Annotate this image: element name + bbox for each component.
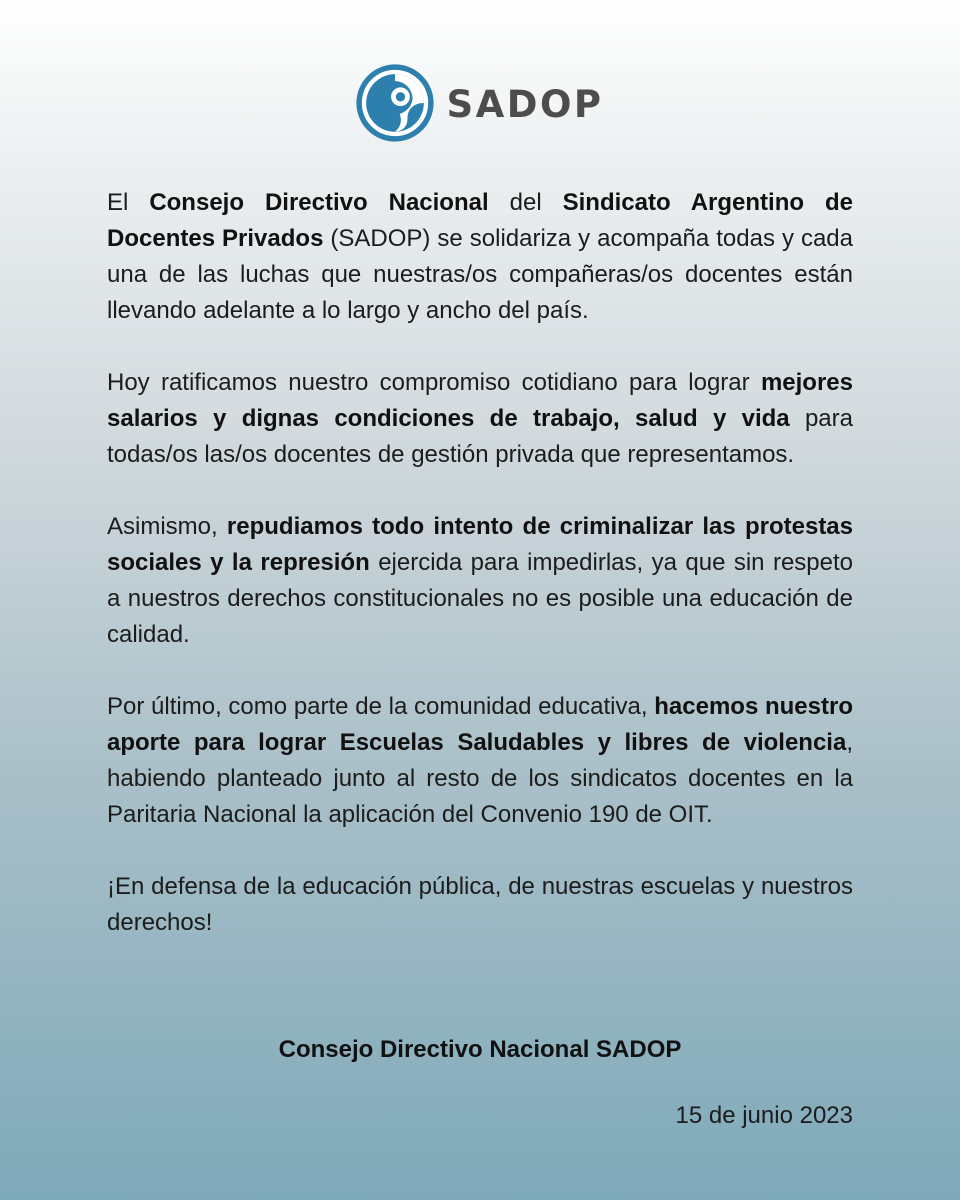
paragraph-text: Por último, como parte de la comunidad educativa,	[107, 693, 655, 720]
statement-paragraph-1	[107, 185, 853, 329]
paragraph-text: Hoy ratificamos nuestro compromiso cotidiano para lograr	[107, 369, 761, 396]
logo-wordmark: SADOP	[446, 82, 604, 126]
signature: Consejo Directivo Nacional SADOP	[278, 1036, 682, 1063]
statement-paragraph-5	[107, 869, 853, 941]
statement-paragraph-3	[107, 509, 853, 653]
paragraph-text: del	[488, 189, 563, 216]
date: 15 de junio 2023	[675, 1102, 853, 1129]
bold-text: mejores salarios y dignas condiciones de trabajo, salud y vida	[107, 369, 853, 432]
paragraph-text: ¡En defensa de la educación pública, de nuestras escuelas y nuestros derechos!	[107, 873, 853, 936]
bold-text: Sindicato Argentino de Docentes Privados	[107, 189, 853, 252]
paragraph-text: ejercida para impedirlas, ya que sin respeto a nuestros derechos constitucionales no es posible una educación de calidad.	[107, 549, 853, 648]
sadop-circle-logo-icon	[356, 64, 434, 142]
paragraph-text: (SADOP) se solidariza y acompaña todas y cada una de las luchas que nuestras/os compañeras/os docentes están llevando adelante a lo largo y ancho del país.	[107, 225, 853, 324]
sadop-logo	[0, 62, 960, 144]
logo-eye	[396, 92, 405, 101]
statement-paragraph-4	[107, 689, 853, 833]
statement-paragraph-2	[107, 365, 853, 473]
paragraph-text: Asimismo,	[107, 513, 227, 540]
paragraph-text: , habiendo planteado junto al resto de los sindicatos docentes en la Paritaria Nacional la aplicación del Convenio 190 de OIT.	[107, 729, 853, 828]
paragraph-text: El	[107, 189, 150, 216]
bold-text: Consejo Directivo Nacional	[149, 189, 489, 216]
bold-text: repudiamos todo intento de criminalizar las protestas sociales y la represión	[107, 513, 854, 576]
paragraph-text: para todas/os las/os docentes de gestión privada que representamos.	[107, 405, 853, 468]
bold-text: hacemos nuestro aporte para lograr Escuelas Saludables y libres de violencia	[107, 693, 853, 756]
statement-body	[107, 185, 853, 941]
